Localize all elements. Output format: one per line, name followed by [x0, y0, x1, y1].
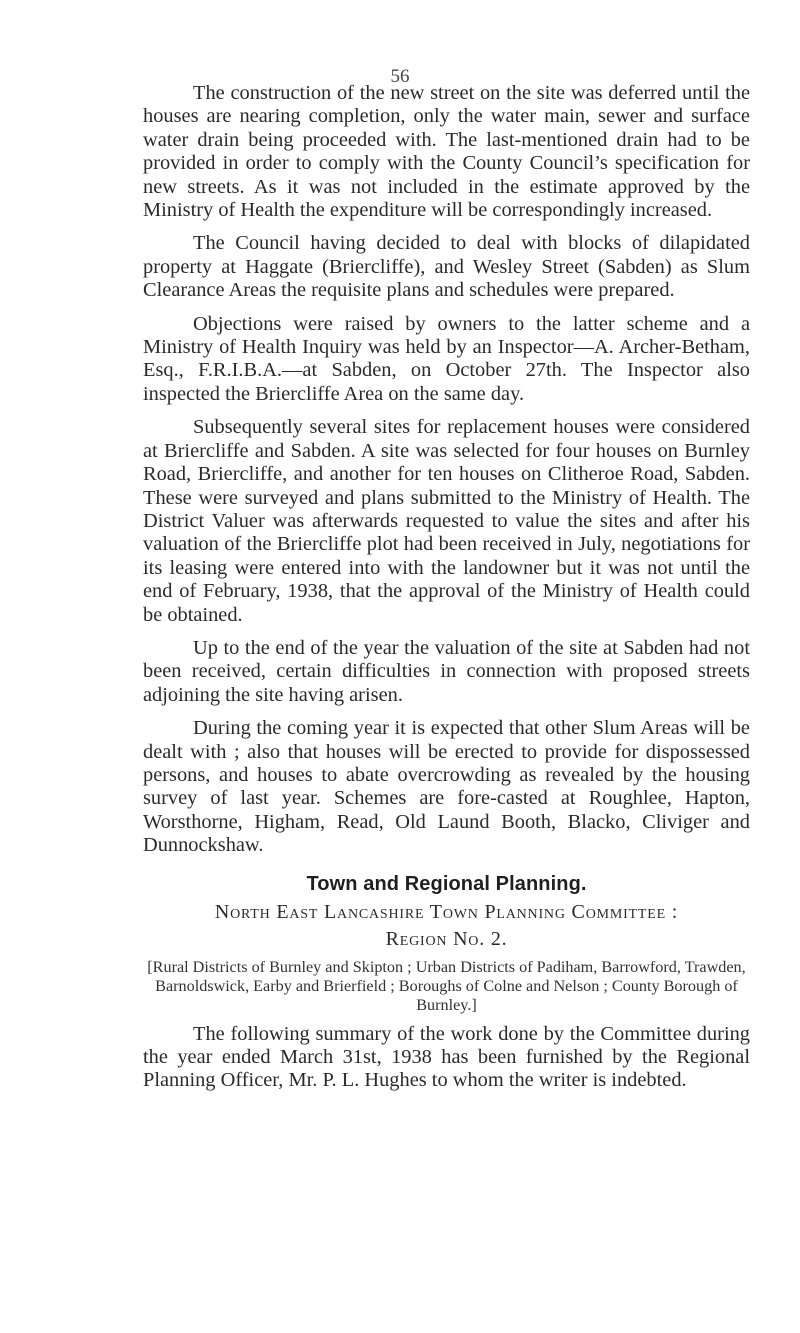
page-number: 56 [390, 66, 410, 87]
paragraph-slum-clearance-areas: The Council having decided to deal with blocks of dilapidated property at Haggate (Briercliffe), and Wesley Street (Sabden) as Slum Clearance Areas the requisite plans and schedules were prepared. [143, 232, 750, 302]
paragraph-replacement-sites: Subsequently several sites for replacement houses were considered at Briercliffe and Sabden. A site was selected for four houses on Burnley Road, Briercliffe, and another for ten houses on Clitheroe Road, Sabden. These were surveyed and plans submitted to the Ministry of Health. The District Valuer was afterwards requested to value the sites and after his valuation of the Briercliffe plot had been received in July, negotiations for its leasing were entered into with the landowner but it was not until the end of February, 1938, that the approval of the Ministry of Health could be obtained. [143, 416, 750, 626]
paragraph-summary-intro: The following summary of the work done by the Committee during the year ended March 31st, 1938 has been furnished by the Regional Planning Officer, Mr. P. L. Hughes to whom the writer is indebted. [143, 1022, 750, 1092]
paragraph-sabden-valuation: Up to the end of the year the valuation of the site at Sabden had not been received, certain difficulties in connection with proposed streets adjoining the site having arisen. [143, 636, 750, 706]
committee-name: North East Lancashire Town Planning Committee : [214, 900, 679, 923]
section-heading: Town and Regional Planning. [306, 872, 587, 895]
paragraph-coming-year: During the coming year it is expected that other Slum Areas will be dealt with ; also that houses will be erected to provide for dispossessed persons, and houses to abate overcrowding as revealed by the housing survey of last year. Schemes are fore-casted at Roughlee, Hapton, Worsthorne, Higham, Read, Old Laund Booth, Blacko, Cliviger and Dunnockshaw. [143, 717, 750, 857]
districts-note: [Rural Districts of Burnley and Skipton ; Urban Districts of Padiham, Barrowford, Trawden, Barnoldswick, Earby and Brierfield ; Boroughs of Colne and Nelson ; County Borough of Burnley.] [147, 957, 746, 1014]
paragraph-objections-inquiry: Objections were raised by owners to the latter scheme and a Ministry of Health Inquiry was held by an Inspector—A. Archer-Betham, Esq., F.R.I.B.A.—at Sabden, on October 27th. The Inspector also inspected the Briercliffe Area on the same day. [143, 312, 750, 405]
paragraph-street-construction: The construction of the new street on the site was deferred until the houses are nearing completion, only the water main, sewer and surface water drain being proceeded with. The last-mentioned drain had to be provided in order to comply with the County Council’s specification for new streets. As it was not included in the estimate approved by the Ministry of Health the expenditure will be correspondingly increased. [143, 82, 750, 222]
region-number: Region No. 2. [385, 927, 508, 950]
